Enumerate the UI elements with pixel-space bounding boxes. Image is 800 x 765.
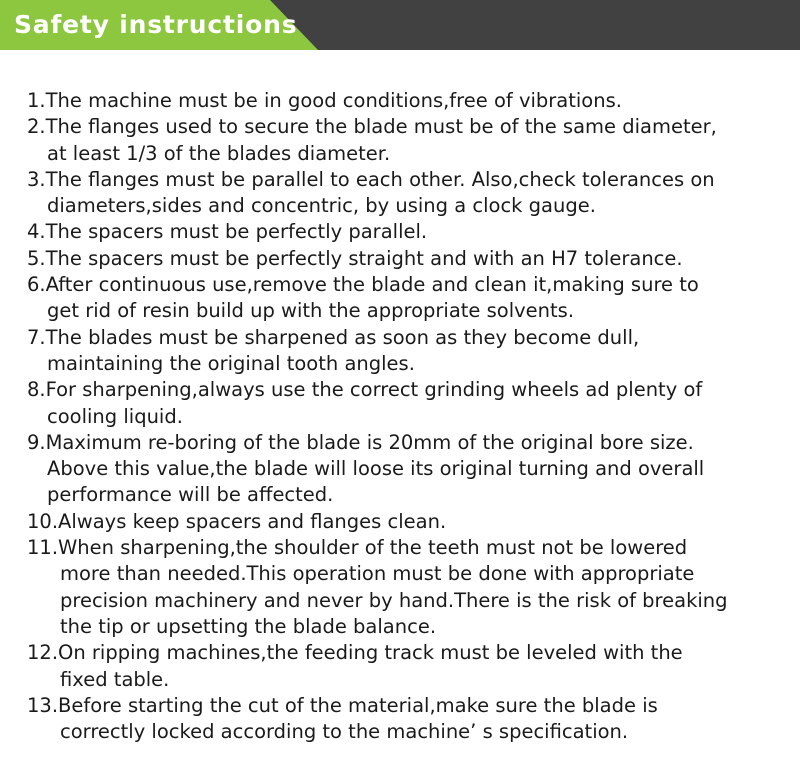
- item-line: 10.Always keep spacers and flanges clean.: [27, 509, 447, 533]
- list-item: [27, 430, 795, 509]
- list-item: [27, 640, 795, 693]
- item-line: 2.The flanges used to secure the blade must be of the same diameter,: [27, 115, 717, 139]
- item-line: performance will be affected.: [47, 483, 334, 507]
- list-item: [27, 377, 795, 430]
- list-item: [27, 535, 795, 640]
- item-line: correctly locked according to the machine’ s specification.: [60, 720, 629, 744]
- list-item: [27, 219, 795, 245]
- list-item: [27, 88, 795, 114]
- item-line: maintaining the original tooth angles.: [47, 351, 415, 375]
- item-line: diameters,sides and concentric, by using a clock gauge.: [47, 194, 596, 218]
- item-line: 4.The spacers must be perfectly parallel.: [27, 220, 428, 244]
- list-item: [27, 246, 795, 272]
- item-line: 11.When sharpening,the shoulder of the teeth must not be lowered: [27, 536, 688, 560]
- item-line: at least 1/3 of the blades diameter.: [47, 141, 391, 165]
- safety-instructions-list: [27, 88, 795, 745]
- item-line: 3.The flanges must be parallel to each other. Also,check tolerances on: [27, 167, 715, 191]
- item-line: 12.On ripping machines,the feeding track must be leveled with the: [27, 641, 683, 665]
- item-line: fixed table.: [60, 667, 170, 691]
- item-line: 7.The blades must be sharpened as soon as they become dull,: [27, 325, 640, 349]
- item-line: precision machinery and never by hand.There is the risk of breaking: [60, 588, 728, 612]
- item-line: 8.For sharpening,always use the correct grinding wheels ad plenty of: [27, 378, 703, 402]
- item-line: 9.Maximum re-boring of the blade is 20mm of the original bore size.: [27, 430, 694, 454]
- list-item: [27, 509, 795, 535]
- list-item: [27, 114, 795, 167]
- item-line: more than needed.This operation must be done with appropriate: [60, 562, 695, 586]
- page-title: Safety instructions: [14, 10, 298, 39]
- list-item: [27, 325, 795, 378]
- item-line: 6.After continuous use,remove the blade and clean it,making sure to: [27, 273, 699, 297]
- item-line: cooling liquid.: [47, 404, 183, 428]
- item-line: get rid of resin build up with the appropriate solvents.: [47, 299, 575, 323]
- item-line: 13.Before starting the cut of the material,make sure the blade is: [27, 693, 658, 717]
- list-item: [27, 272, 795, 325]
- header-bar: [0, 0, 800, 50]
- item-line: the tip or upsetting the blade balance.: [60, 614, 437, 638]
- item-line: 5.The spacers must be perfectly straight and with an H7 tolerance.: [27, 246, 683, 270]
- list-item: [27, 167, 795, 220]
- list-item: [27, 693, 795, 746]
- item-line: 1.The machine must be in good conditions,free of vibrations.: [27, 89, 622, 112]
- item-line: Above this value,the blade will loose its original turning and overall: [47, 457, 705, 481]
